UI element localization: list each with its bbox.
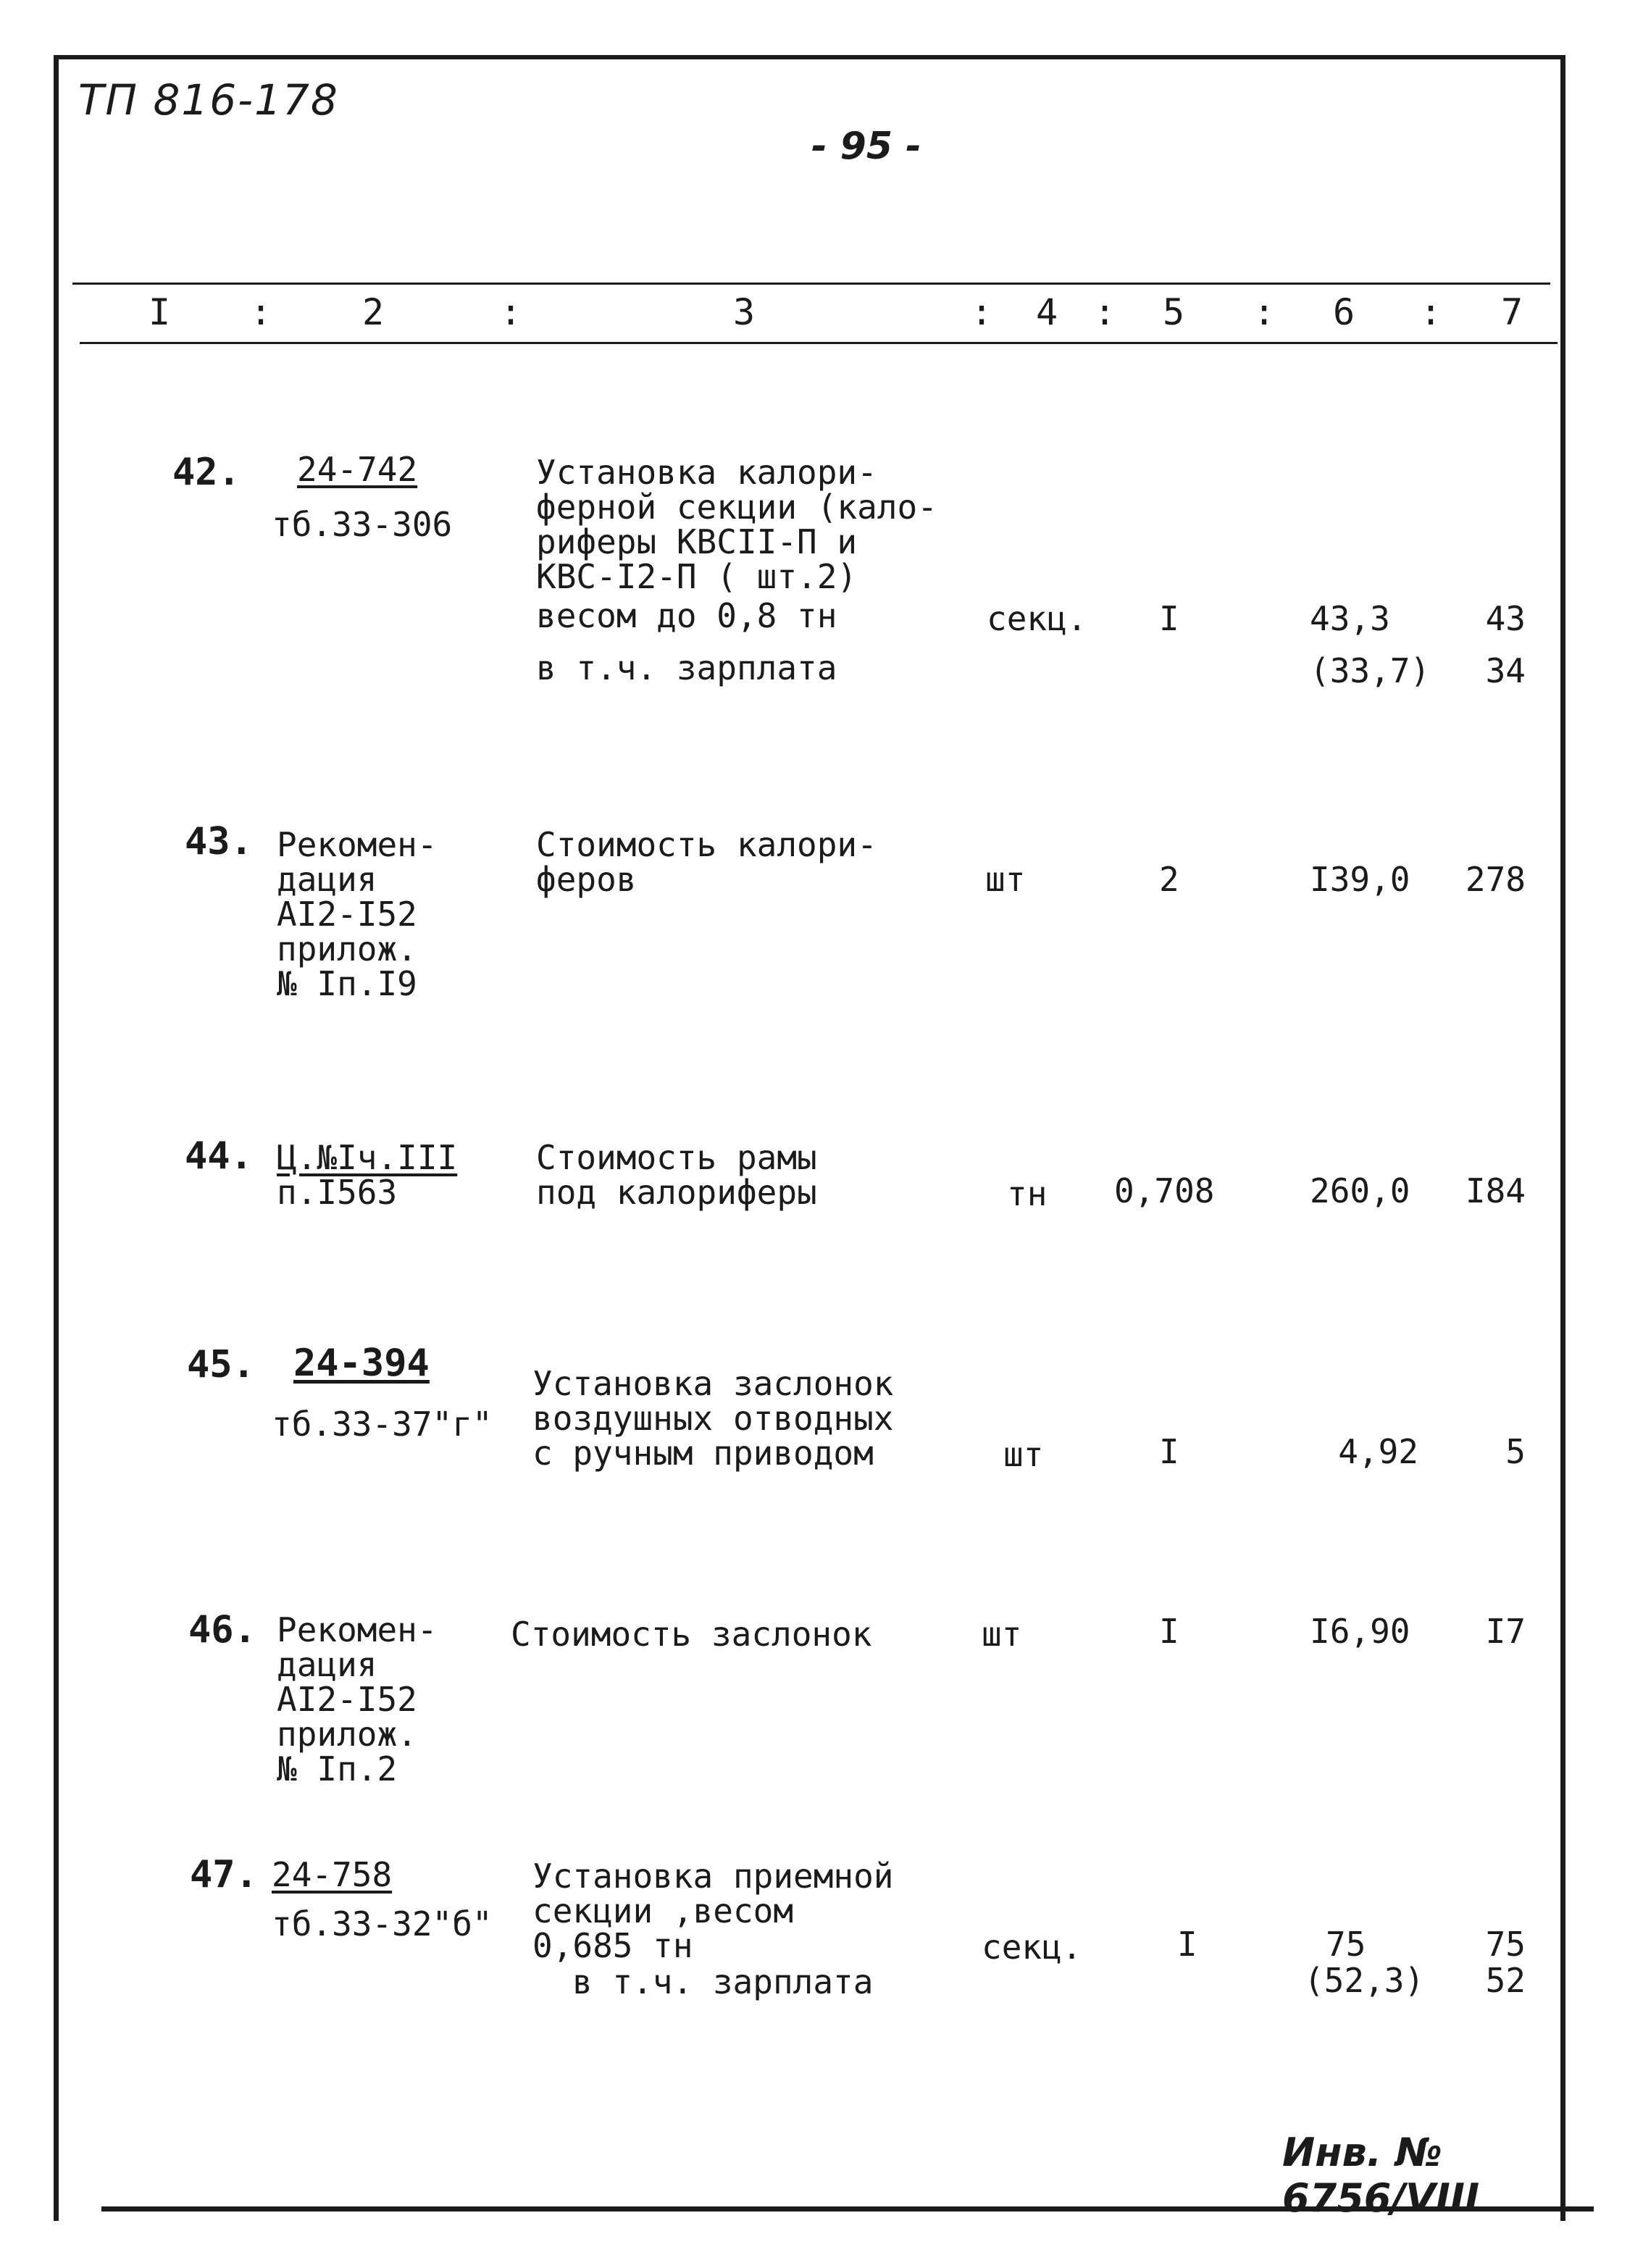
description-line: ферной секции (кало- — [536, 488, 937, 527]
column-header-6: 6 — [1333, 291, 1355, 333]
reference-code: Ц.№Iч.III — [277, 1138, 458, 1177]
unit-cell: секц. — [987, 599, 1087, 638]
salary-total-cell: 52 — [1485, 1961, 1526, 2000]
page-frame-top — [54, 55, 1565, 59]
price-cell: 43,3 — [1310, 599, 1390, 638]
column-header-1: I — [149, 291, 171, 333]
header-rule-bottom — [80, 342, 1558, 344]
total-cell: 278 — [1465, 860, 1526, 899]
column-separator: : — [500, 291, 522, 333]
reference-code: Рекомен- — [277, 1610, 438, 1649]
row-number: 42. — [172, 451, 241, 494]
page-frame-right — [1560, 55, 1565, 2221]
reference-code: 24-394 — [293, 1342, 430, 1385]
unit-cell: тн — [1007, 1174, 1048, 1213]
description-line: КВС-I2-П ( шт.2) — [536, 557, 858, 596]
quantity-cell: I — [1159, 1612, 1179, 1651]
quantity-cell: I — [1159, 599, 1179, 638]
reference-code: № Iп.I9 — [277, 964, 417, 1003]
column-header-3: 3 — [733, 291, 756, 333]
reference-code: дация — [277, 1645, 377, 1684]
salary-price-cell: (52,3) — [1304, 1961, 1425, 2000]
price-cell: 260,0 — [1310, 1171, 1410, 1210]
column-header-7: 7 — [1501, 291, 1523, 333]
document-code: ТП 816-178 — [78, 75, 339, 125]
total-cell: I7 — [1485, 1612, 1526, 1651]
column-header-4: 4 — [1036, 291, 1058, 333]
total-cell: I84 — [1465, 1171, 1526, 1210]
row-number: 43. — [185, 820, 253, 863]
description-line: 0,685 тн — [532, 1926, 693, 1965]
column-separator: : — [1094, 291, 1116, 333]
reference-code: п.I563 — [277, 1173, 398, 1212]
description-line: риферы КВСII-П и — [536, 522, 858, 561]
reference-code: 24-742 — [297, 450, 418, 489]
description-line: с ручным приводом — [532, 1434, 874, 1473]
description-line: секции ,весом — [532, 1891, 794, 1930]
header-rule-top — [72, 283, 1550, 285]
reference-code: АI2-I52 — [277, 1680, 417, 1719]
page-frame-left — [54, 55, 59, 2221]
description-line: весом до 0,8 тн — [536, 596, 837, 635]
reference-code: прилож. — [277, 929, 417, 968]
reference-code: тб.33-306 — [272, 505, 453, 544]
price-cell: I6,90 — [1310, 1612, 1410, 1651]
unit-cell: секц. — [982, 1928, 1082, 1967]
column-separator: : — [250, 291, 272, 333]
reference-code: № Iп.2 — [277, 1749, 398, 1788]
description-line: Стоимость калори- — [536, 825, 877, 864]
column-separator: : — [1253, 291, 1276, 333]
salary-total-cell: 34 — [1485, 651, 1526, 690]
page-number: - 95 - — [811, 125, 921, 168]
row-number: 46. — [188, 1608, 256, 1652]
description-line: Установка калори- — [536, 453, 877, 492]
description-line: под калориферы — [536, 1173, 817, 1212]
unit-cell: шт — [982, 1615, 1022, 1654]
column-header-2: 2 — [362, 291, 385, 333]
description-line: воздушных отводных — [532, 1399, 894, 1438]
description-line: в т.ч. зарплата — [572, 1962, 874, 2001]
description-line: в т.ч. зарплата — [536, 648, 837, 687]
reference-code: АI2-I52 — [277, 895, 417, 934]
description-line: Установка приемной — [532, 1857, 894, 1896]
quantity-cell: I — [1177, 1925, 1197, 1964]
column-header-5: 5 — [1163, 291, 1185, 333]
description-line: Стоимость заслонок — [511, 1615, 872, 1654]
inventory-number: Инв. № 6756/VIII — [1282, 2130, 1480, 2221]
quantity-cell: 2 — [1159, 860, 1179, 899]
description-line: Установка заслонок — [532, 1364, 894, 1403]
row-number: 45. — [187, 1343, 255, 1386]
price-cell: 4,92 — [1338, 1432, 1418, 1471]
column-separator: : — [1420, 291, 1442, 333]
price-cell: 75 — [1326, 1925, 1366, 1964]
row-number: 44. — [185, 1134, 253, 1178]
description-line: феров — [536, 860, 637, 899]
reference-code: Рекомен- — [277, 825, 438, 864]
quantity-cell: I — [1159, 1432, 1179, 1471]
unit-cell: шт — [1003, 1435, 1044, 1474]
salary-price-cell: (33,7) — [1310, 651, 1431, 690]
column-separator: : — [971, 291, 993, 333]
quantity-cell: 0,708 — [1114, 1171, 1215, 1210]
total-cell: 75 — [1485, 1925, 1526, 1964]
description-line: Стоимость рамы — [536, 1138, 817, 1177]
reference-code: 24-758 — [272, 1855, 393, 1894]
reference-code: тб.33-32"б" — [272, 1904, 493, 1943]
total-cell: 5 — [1505, 1432, 1526, 1471]
row-number: 47. — [190, 1853, 258, 1896]
price-cell: I39,0 — [1310, 860, 1410, 899]
reference-code: прилож. — [277, 1715, 417, 1754]
reference-code: дация — [277, 860, 377, 899]
total-cell: 43 — [1485, 599, 1526, 638]
unit-cell: шт — [985, 860, 1026, 899]
reference-code: тб.33-37"г" — [272, 1405, 493, 1444]
